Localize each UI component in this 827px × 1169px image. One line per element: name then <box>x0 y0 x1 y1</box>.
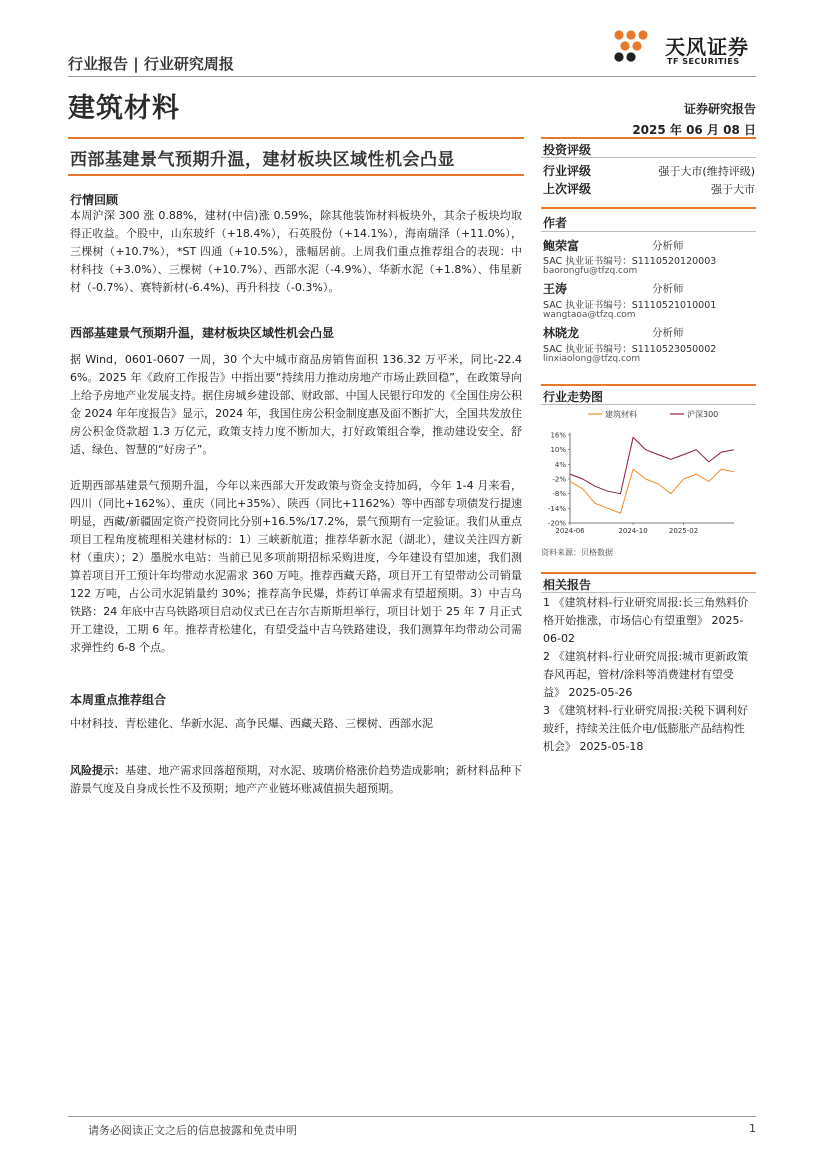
sidebar-top-rule <box>541 137 756 139</box>
sector-title: 建筑材料 <box>68 93 180 124</box>
related-report-link[interactable]: 1 《建筑材料-行业研究周报:长三角熟料价格开始推涨，市场信心有望重塑》 2025-06-02 <box>543 596 749 645</box>
chart-y-tick-label: 16% <box>550 431 566 440</box>
rating-heading: 投资评级 <box>543 143 592 157</box>
trend-top-rule <box>541 384 756 386</box>
logo-name-cn: 天风证券 <box>665 35 749 59</box>
trend-heading: 行业走势图 <box>543 390 604 404</box>
header-divider <box>68 76 756 77</box>
chart-x-tick-label: 2024-06 <box>555 527 585 535</box>
chart-x-tick-label: 2025-02 <box>668 527 699 535</box>
author-sac-id: SAC 执业证书编号：S1110521010001 <box>543 300 717 311</box>
risk-warning <box>70 762 522 798</box>
related-report-link[interactable]: 2 《建筑材料-行业研究周报:城市更新政策春风再起，管材/涂料等消费建材有望受益》 2025-05-26 <box>543 650 749 699</box>
industry-trend-chart <box>540 405 756 545</box>
related-top-rule <box>541 572 756 574</box>
report-type: 行业报告 | 行业研究周报 <box>68 55 234 73</box>
chart-y-tick-label: -2% <box>552 475 566 484</box>
authors-top-rule <box>541 207 756 209</box>
author-name: 鲍荣富 <box>543 239 580 253</box>
section-west-infra-para-1: 据 Wind，0601-0607 一周，30 个大中城市商品房销售面积 136.32 万平米，同比-22.46%。2025 年《政府工作报告》中指出要“持续用力推动房地产市场止跌回稳”，在政策导向上给予房地产业发展支持。据住房城乡建设部、财政部、中国人民银行印发的《全国住房公积金 2024 年年度报告》显示，2024 年，我国住房公积金制度惠及面不断扩大，全国共发放住房公积金贷款超 1.3 万亿元，政策支持力度不断加大，打好政策组合拳，推动建设安全、舒适、绿色、智慧的“好房子”。 <box>70 353 522 456</box>
related-heading: 相关报告 <box>543 578 592 592</box>
chart-source: 资料来源：贝格数据 <box>541 548 613 557</box>
section-west-infra-para-2: 近期西部基建景气预期升温，今年以来西部大开发政策与资金支持加码，今年 1-4 月来看，四川（同比+162%）、重庆（同比+35%）、陕西（同比+1162%）等中西部专项债发行提速明显，西藏/新疆固定资产投资同比分别+16.5%/17.2%，景气预期有一定验证。我们从重点项目工程角度梳理相关建材标的：1）三峡新航道；推荐华新水泥（湖北），建议关注四方新材（重庆）；2）墨脱水电站：当前已见多项前期招标采购进度，今年建设有望加速，我们测算若项目开工预计年均带动水泥需求 360 万吨。推荐西藏天路，项目开工有望带动公司销量 122 万吨，占公司水泥销量约 30%；推荐高争民爆，炸药订单需求有望超预期。3）中吉乌铁路：24 年底中吉乌铁路项目启动仪式已在吉尔吉斯斯坦举行，项目计划于 25 年 7 月正式开工建设，工期 6 年。推荐青松建化，有望受益中吉乌铁路建设，我们测算年均带动公司需求弹性约 6-8 个点。 <box>70 479 522 654</box>
chart-series-line <box>570 469 734 513</box>
related-divider <box>541 592 756 593</box>
section-west-infra-heading: 西部基建景气预期升温，建材板块区域性机会凸显 <box>70 326 335 340</box>
section-portfolio-body: 中材科技、青松建化、华新水泥、高争民爆、西藏天路、三棵树、西部水泥 <box>70 717 433 730</box>
chart-y-tick-label: -20% <box>547 519 566 528</box>
author-email-link[interactable]: wangtaoa@tfzq.com <box>543 310 636 320</box>
authors-heading: 作者 <box>543 216 568 230</box>
chart-y-tick-label: -14% <box>547 504 566 513</box>
title-top-rule <box>68 137 524 139</box>
title-bottom-rule <box>68 174 524 176</box>
risk-label: 风险提示： <box>70 764 126 777</box>
document-type: 证券研究报告 <box>683 102 756 116</box>
author-email-link[interactable]: baorongfu@tfzq.com <box>543 266 638 276</box>
section-market-review-body: 本周沪深 300 涨 0.88%，建材(中信)涨 0.59%，除其他装饰材料板块外，其余子板块均取得正收益。个股中，山东玻纤（+18.4%），石英股份（+14.1%），海南瑞泽（+11.0%），三棵树（+10.7%），*ST 四通（+10.5%），涨幅居前。上周我们重点推荐组合的表现：中材科技（+3.0%）、三棵树（+10.7%）、西部水泥（-4.9%）、华新水泥（+1.8%）、伟星新材（-0.7%）、赛特新材(-6.4%)、再升科技（-0.3%）。 <box>70 209 522 294</box>
section-portfolio-heading: 本周重点推荐组合 <box>70 693 167 707</box>
previous-rating-label: 上次评级 <box>543 182 592 196</box>
author-name: 王涛 <box>543 282 568 296</box>
related-report-link[interactable]: 3 《建筑材料-行业研究周报:关税下调利好玻纤，持续关注低介电/低膨胀产品结构性机会》 2025-05-18 <box>543 704 749 753</box>
industry-rating-value: 强于大市(维持评级) <box>658 165 755 178</box>
author-role: 分析师 <box>652 327 684 339</box>
author-role: 分析师 <box>652 283 684 295</box>
author-sac-id: SAC 执业证书编号：S1110520120003 <box>543 256 717 267</box>
chart-y-tick-label: 10% <box>550 446 566 455</box>
author-email-link[interactable]: linxiaolong@tfzq.com <box>543 354 641 364</box>
chart-x-tick-label: 2024-10 <box>618 527 648 535</box>
page-number: 1 <box>749 1122 756 1135</box>
footer-divider <box>68 1116 756 1117</box>
author-name: 林晓龙 <box>543 326 580 340</box>
logo-mark-icon <box>614 30 647 61</box>
chart-legend-label: 建筑材料 <box>605 410 637 419</box>
previous-rating-value: 强于大市 <box>711 183 755 196</box>
author-role: 分析师 <box>652 240 684 252</box>
author-sac-id: SAC 执业证书编号：S1110523050002 <box>543 344 717 355</box>
chart-y-tick-label: -8% <box>552 490 566 499</box>
report-date: 2025 年 06 月 08 日 <box>632 123 756 137</box>
chart-legend-label: 沪深300 <box>687 410 719 419</box>
report-title: 西部基建景气预期升温，建材板块区域性机会凸显 <box>70 150 455 170</box>
risk-body: 基建、地产需求回落超预期，对水泥、玻璃价格涨价趋势造成影响；新材料品种下游景气度及自身成长性不及预期；地产产业链坏账减值损失超预期。 <box>70 764 522 795</box>
rating-divider <box>541 157 756 158</box>
authors-divider <box>541 231 756 232</box>
chart-y-tick-label: 4% <box>554 460 566 469</box>
industry-rating-label: 行业评级 <box>543 164 592 178</box>
logo-name-en: TF SECURITIES <box>667 57 740 66</box>
section-market-review-heading: 行情回顾 <box>70 193 119 207</box>
chart-series-line <box>570 437 734 493</box>
footer-disclaimer: 请务必阅读正文之后的信息披露和免责申明 <box>88 1124 297 1137</box>
